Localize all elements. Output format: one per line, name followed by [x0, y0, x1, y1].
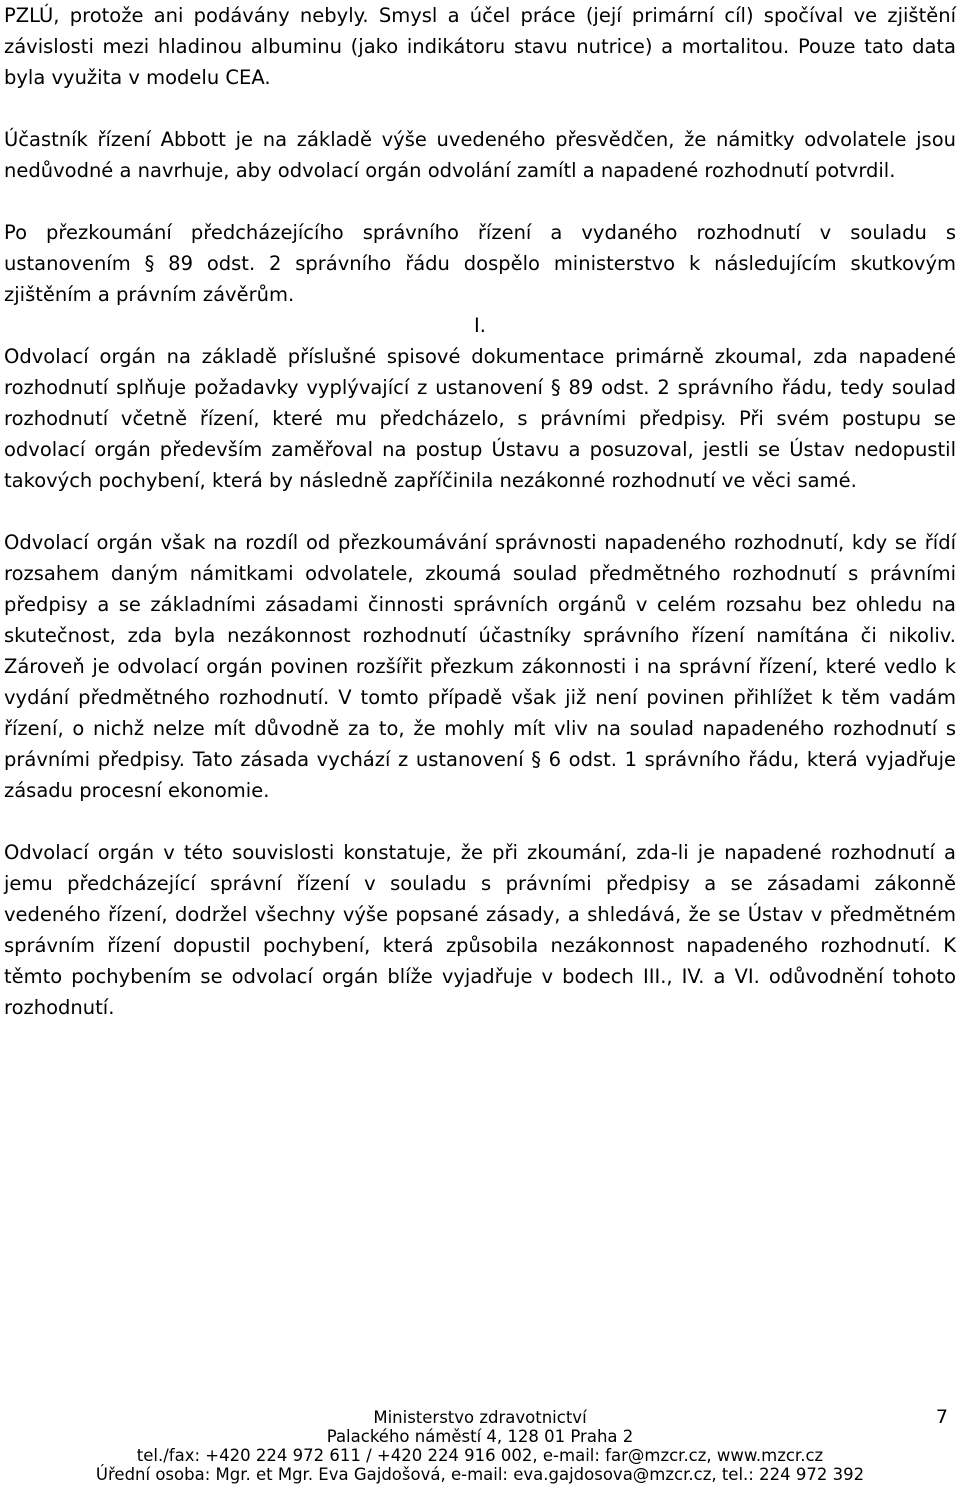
paragraph: PZLÚ, protože ani podávány nebyly. Smysl a účel práce (její primární cíl) spočíval ve zjištění závislosti mezi hladinou albuminu (jako indikátoru stavu nutrice) a mortalitou. Pouze tato data byla využita v modelu CEA. — [4, 4, 956, 89]
page-footer — [0, 1408, 960, 1484]
document-body — [4, 0, 956, 1023]
paragraph: Po přezkoumání předcházejícího správního řízení a vydaného rozhodnutí v souladu s ustanovením § 89 odst. 2 správního řádu dospělo ministerstvo k následujícím skutkovým zjištěním a právním závěrům. — [4, 221, 956, 306]
footer-address: Palackého náměstí 4, 128 01 Praha 2 — [326, 1427, 634, 1446]
paragraph: Odvolací orgán na základě příslušné spisové dokumentace primárně zkoumal, zda napadené rozhodnutí splňuje požadavky vyplývající z ustanovení § 89 odst. 2 správního řádu, tedy soulad rozhodnutí včetně řízení, které mu předcházelo, s právními předpisy. Při svém postupu se odvolací orgán především zaměřoval na postup Ústavu a posuzoval, jestli se Ústav nedopustil takových pochybení, která by následně zapříčinila nezákonné rozhodnutí ve věci samé. — [4, 345, 956, 492]
paragraph: Odvolací orgán v této souvislosti konstatuje, že při zkoumání, zda-li je napadené rozhodnutí a jemu předcházející správní řízení v souladu s právními předpisy a se zásadami zákonně vedeného řízení, dodržel všechny výše popsané zásady, a shledává, že se Ústav v předmětném správním řízení dopustil pochybení, která způsobila nezákonnost napadeného rozhodnutí. K těmto pochybením se odvolací orgán blíže vyjadřuje v bodech III., IV. a VI. odůvodnění tohoto rozhodnutí. — [4, 841, 956, 1019]
footer-ministry: Ministerstvo zdravotnictví — [373, 1408, 587, 1427]
page-number: 7 — [935, 1406, 948, 1428]
footer-contact: tel./fax: +420 224 972 611 / +420 224 916 002, e-mail: far@mzcr.cz, www.mzcr.cz — [136, 1446, 824, 1465]
paragraph: Odvolací orgán však na rozdíl od přezkoumávání správnosti napadeného rozhodnutí, kdy se řídí rozsahem daným námitkami odvolatele, zkoumá soulad předmětného rozhodnutí s právními předpisy a se základními zásadami činnosti správních orgánů v celém rozsahu bez ohledu na skutečnost, zda byla nezákonnost rozhodnutí účastníky správního řízení namítána či nikoliv. Zároveň je odvolací orgán povinen rozšířit přezkum zákonnosti i na správní řízení, které vedlo k vydání předmětného rozhodnutí. V tomto případě však již není povinen přihlížet k těm vadám řízení, o nichž nelze mít důvodně za to, že mohly mít vliv na soulad napadeného rozhodnutí s právními předpisy. Tato zásada vychází z ustanovení § 6 odst. 1 správního řádu, která vyjadřuje zásadu procesní ekonomie. — [4, 531, 956, 802]
footer-official: Úřední osoba: Mgr. et Mgr. Eva Gajdošová, e-mail: eva.gajdosova@mzcr.cz, tel.: 224 972 392 — [95, 1465, 865, 1484]
paragraph: Účastník řízení Abbott je na základě výše uvedeného přesvědčen, že námitky odvolatele jsou nedůvodné a navrhuje, aby odvolací orgán odvolání zamítl a napadené rozhodnutí potvrdil. — [4, 128, 956, 182]
section-heading: I. — [474, 314, 486, 337]
